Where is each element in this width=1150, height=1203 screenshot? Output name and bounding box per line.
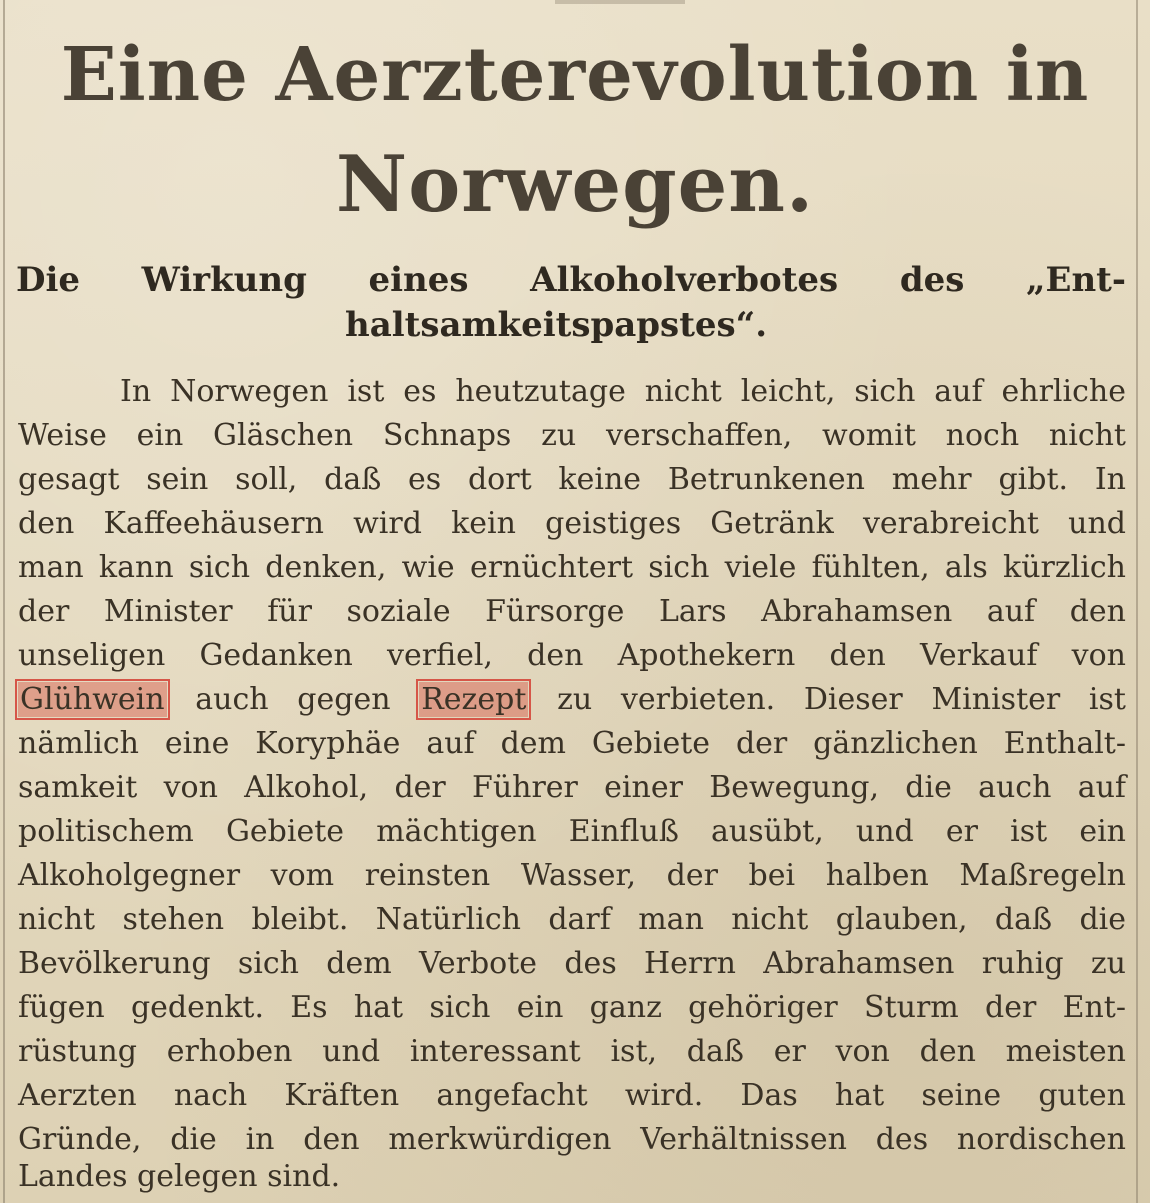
subheadline-line-2: haltsamkeitspapstes“. — [345, 305, 768, 345]
column-rule-left — [3, 0, 5, 1203]
body-line-7: unseligen Gedanken verfiel, den Apothekern den Verkauf von — [18, 638, 1126, 673]
headline-line-2: Norwegen. — [335, 139, 815, 230]
highlight-rezept: Rezept — [421, 682, 527, 717]
body-line-4: den Kaffeehäusern wird kein geistiges Getränk verabreicht und — [18, 506, 1126, 541]
body-line-19: Landes gelegen sind. — [18, 1159, 341, 1194]
body-line-6: der Minister für soziale Fürsorge Lars Abrahamsen auf den — [18, 594, 1126, 629]
body-line-15: fügen gedenkt. Es hat sich ein ganz gehöriger Sturm der Ent- — [18, 990, 1126, 1025]
body-line-18: Gründe, die in den merkwürdigen Verhältnissen des nordischen — [18, 1122, 1126, 1157]
body-line-16: rüstung erhoben und interessant ist, daß er von den meisten — [18, 1034, 1126, 1069]
body-line-2: Weise ein Gläschen Schnaps zu verschaffen, womit noch nicht — [18, 418, 1126, 453]
body-line-11: politischem Gebiete mächtigen Einfluß ausübt, und er ist ein — [18, 814, 1126, 849]
body-line-8-text-1: auch gegen — [166, 682, 420, 717]
body-line-10: samkeit von Alkohol, der Führer einer Bewegung, die auch auf — [18, 770, 1126, 805]
body-line-8-text-2: zu verbieten. Dieser Minister ist — [528, 682, 1126, 717]
body-line-1: In Norwegen ist es heutzutage nicht leicht, sich auf ehrliche — [120, 374, 1126, 409]
body-line-5: man kann sich denken, wie ernüchtert sich viele fühlten, als kürzlich — [18, 550, 1126, 585]
body-line-3: gesagt sein soll, daß es dort keine Betrunkenen mehr gibt. In — [18, 462, 1126, 497]
body-line-9: nämlich eine Koryphäe auf dem Gebiete der gänzlichen Enthalt- — [18, 726, 1126, 761]
top-divider — [555, 0, 685, 4]
body-line-12: Alkoholgegner vom reinsten Wasser, der bei halben Maßregeln — [18, 858, 1126, 893]
body-line-13: nicht stehen bleibt. Natürlich darf man nicht glauben, daß die — [18, 902, 1126, 937]
highlight-gluehwein: Glühwein — [20, 682, 165, 717]
headline-line-1: Eine Aerzterevolution in — [60, 32, 1090, 118]
body-line-17: Aerzten nach Kräften angefacht wird. Das hat seine guten — [18, 1078, 1126, 1113]
column-rule-right — [1136, 0, 1138, 1203]
body-line-14: Bevölkerung sich dem Verbote des Herrn Abrahamsen ruhig zu — [18, 946, 1126, 981]
subheadline-line-1: Die Wirkung eines Alkoholverbotes des „Ent- — [16, 260, 1126, 300]
body-line-8 — [18, 678, 1126, 722]
